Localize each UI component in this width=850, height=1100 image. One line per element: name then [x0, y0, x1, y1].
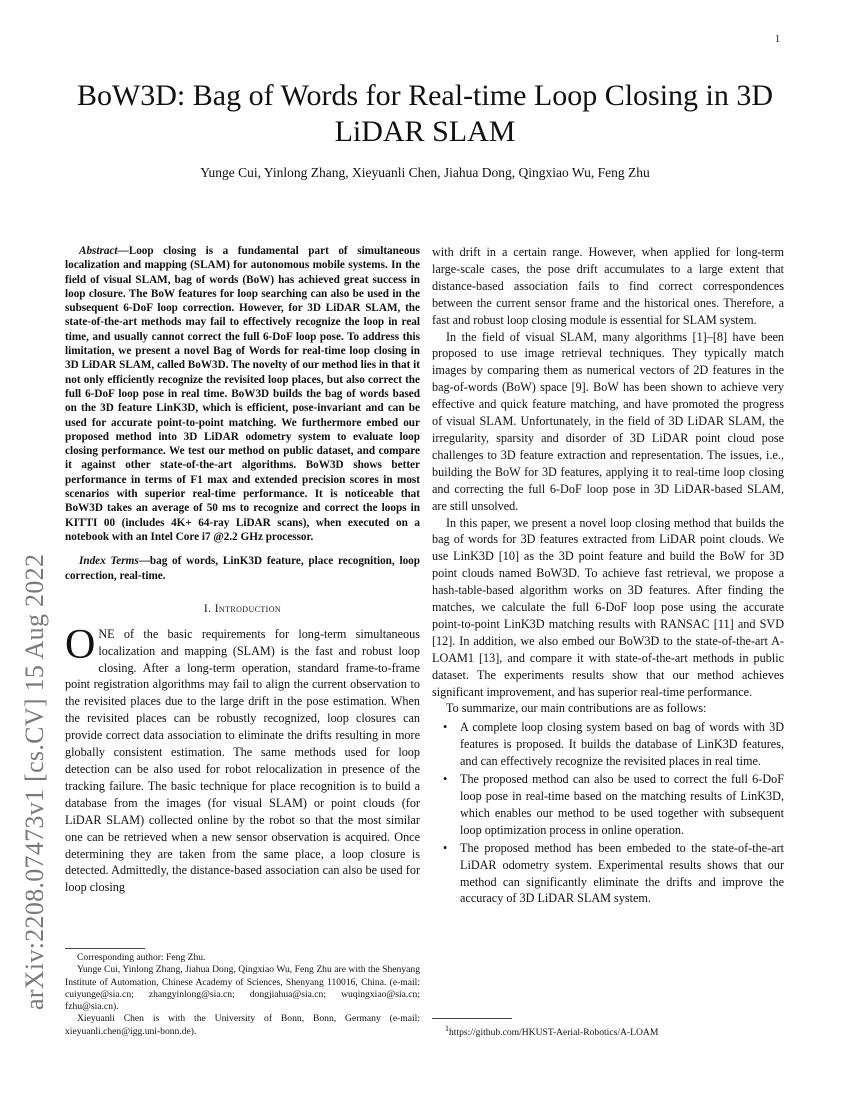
page-number: 1	[775, 34, 780, 45]
right-column	[432, 244, 784, 908]
section-number: I.	[203, 602, 212, 615]
list-item: • The proposed method can also be used to correct the full 6-DoF loop pose in real-time based on the matching results of LinK3D, which enables our method to be used together with subsequent loop optimization process in online operation.	[460, 771, 784, 839]
list-item: • A complete loop closing system based on bag of words with 3D features is proposed. It builds the database of LinK3D features, and can effectively recognize the revisited places in real time.	[460, 719, 784, 770]
footnote-link[interactable]: https://github.com/HKUST-Aerial-Robotics/A-LOAM	[449, 1027, 659, 1039]
contributions-intro: To summarize, our main contributions are as follows:	[446, 701, 707, 716]
footnotes	[65, 952, 420, 1038]
index-terms-label: Index Terms	[79, 555, 139, 568]
body-paragraph: In this paper, we present a novel loop closing method that builds the bag of words for 3D features extracted from LiDAR point clouds. We use LinK3D [10] as the 3D point feature and build the BoW for 3D point clouds named BoW3D. To achieve fast retrieval, we propose a hash-table-based algorithm works on 3D features. After finding the matches, we calculate the full 6-DoF loop pose using the accurate point-to-point LinK3D matching results with RANSAC [11] and SVD [12]. In addition, we also embed our BoW3D to the state-of-the-art A-LOAM1 [13], and compare it with state-of-the-art methods in public dataset. The experiments results show that our method achieves significant improvement, and has superior real-time performance.	[432, 515, 784, 699]
drop-cap: O	[65, 621, 96, 668]
intro-text: NE of the basic requirements for long-term simultaneous localization and mapping (SLAM) is the fast and robust loop closing. After a long-term operation, standard frame-to-frame point registration algorithms may fail to align the current observation to the revisited places due to the large drift in the pose estimation. When the revisited places can be robustly recognized, loop closures can provide correct data association to eliminate the drifts resulting in more globally consistent estimation. The same methods used for loop detection can be also used for robot relocalization in presence of the tracking failure. The basic technique for place recognition is to build a database from the images (for visual SLAM) or point clouds (for LiDAR SLAM) collected online by the robot so that the most similar one can be retrieved when a new sensor observation is acquired. Once determining they are taken from the same place, a loop closure is detected. Admittedly, the distance-based association can also be used for loop closing	[65, 626, 420, 895]
body-paragraph: In the field of visual SLAM, many algorithms [1]–[8] have been proposed to use image retrieval techniques. They typically match images by comparing them as numerical vectors of 2D features in the bag-of-words (BoW) space [9]. BoW has been shown to achieve very effective and quick feature matching, and have promoted the progress of visual SLAM. Unfortunately, in the field of 3D LiDAR SLAM, the irregularity, sparsity and disorder of 3D LiDAR point cloud pose challenges to 3D feature extraction and representation. The issues, i.e., building the BoW for 3D features, applying it to real-time loop closing and correcting the full 6-DoF loop pose in 3D LiDAR-based SLAM, are still unsolved.	[432, 329, 784, 513]
footnote-mark: 1	[445, 1024, 449, 1033]
paper-title: BoW3D: Bag of Words for Real-time Loop Closing in 3D LiDAR SLAM	[76, 79, 774, 148]
abstract-label: Abstract	[79, 245, 118, 257]
list-item: • The proposed method has been embeded to the state-of-the-art LiDAR odometry system. Experimental results shows that our method can significantly eliminate the drifts and improve the accuracy of 3D LiDAR SLAM system.	[460, 840, 784, 908]
contributions-list	[432, 719, 784, 907]
section-heading	[65, 601, 420, 618]
abstract	[65, 244, 420, 544]
section-title: Introduction	[214, 602, 282, 615]
left-column	[65, 244, 420, 896]
body-paragraph: with drift in a certain range. However, when applied for long-term large-scale cases, the pose drift accumulates to a large extent that distance-based association fails to find correct correspondences between the current sensor frame and the historical ones. Therefore, a fast and robust loop closing module is essential for SLAM system.	[432, 245, 784, 327]
footnote-divider	[65, 948, 145, 949]
footnote-corresponding: Corresponding author: Feng Zhu.	[77, 952, 206, 963]
footnote-affiliation-bonn: Xieyuanli Chen is with the University of Bonn, Bonn, Germany (e-mail: xieyuanli.chen@igg.uni-bonn.de).	[65, 1013, 420, 1037]
footnote-divider	[432, 1018, 512, 1019]
footnote-url	[445, 1024, 658, 1038]
intro-paragraph	[65, 621, 420, 897]
abstract-text: —Loop closing is a fundamental part of simultaneous localization and mapping (SLAM) for autonomous mobile systems. In the field of visual SLAM, bag of words (BoW) has achieved great success in loop closure. The BoW features for loop searching can also be used in the subsequent 6-DoF loop correction. However, for 3D LiDAR SLAM, the state-of-the-art methods may fail to effectively recognize the loop in real time, and usually cannot correct the full 6-DoF loop pose. To address this limitation, we present a novel Bag of Words for real-time loop closing in 3D LiDAR SLAM, called BoW3D. The novelty of our method lies in that it not only efficiently recognize the revisited loop places, but also correct the full 6-DoF loop pose in real time. BoW3D builds the bag of words based on the 3D feature LinK3D, which is efficient, pose-invariant and can be used for accurate point-to-point matching. We furthermore embed our proposed method into 3D LiDAR odometry system to evaluate loop closing performance. We test our method on public dataset, and compare it against other state-of-the-art algorithms. BoW3D shows better performance in terms of F1 max and extended precision scores in most scenarios with superior real-time performance. It is noticeable that BoW3D takes an average of 50 ms to recognize and correct the loops in KITTI 00 (includes 4K+ 64-ray LiDAR scans), when executed on a notebook with an Intel Core i7 @2.2 GHz processor.	[65, 245, 420, 543]
index-terms-text: —bag of words, LinK3D feature, place recognition, loop correction, real-time.	[65, 555, 420, 582]
index-terms	[65, 554, 420, 583]
author-list: Yunge Cui, Yinlong Zhang, Xieyuanli Chen, Jiahua Dong, Qingxiao Wu, Feng Zhu	[200, 165, 650, 180]
footnote-affiliation: Yunge Cui, Yinlong Zhang, Jiahua Dong, Qingxiao Wu, Feng Zhu are with the Shenyang Institute of Automation, Chinese Academy of Sciences, Shenyang 110016, China. (e-mail: cuiyunge@sia.cn; zhangyinlong@sia.cn; dongjiahua@sia.cn; wuqingxiao@sia.cn; fzhu@sia.cn).	[65, 964, 420, 1013]
arxiv-identifier: arXiv:2208.07473v1 [cs.CV] 15 Aug 2022	[20, 553, 49, 1010]
